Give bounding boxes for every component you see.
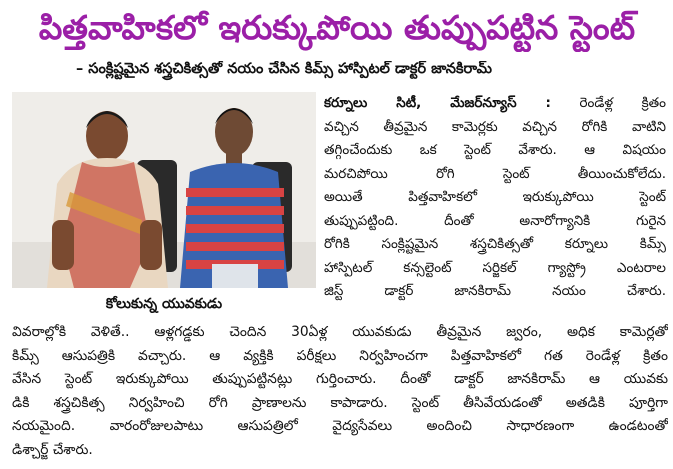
column-line: అయితే పిత్తవాహికలో ఇరుక్కుపోయి స్టెంట్ [324, 189, 666, 205]
article-first-line [324, 92, 666, 116]
column-line: మరచిపోయి రోగి స్టెంట్ తీయించుకోలేదు. [324, 165, 666, 182]
article-column [324, 92, 666, 304]
photo-illustration [12, 92, 316, 288]
column-line: తుప్పుపట్టింది. దీంతో అనారోగ్యానికి గురైన [324, 212, 666, 229]
column-line: తగ్గించేందుకు ఒక స్టెంట్ వేశారు. ఆ విషయం [324, 142, 666, 158]
body-line: డిశ్చార్జ్ చేశారు. [12, 441, 93, 458]
subheadline: – సంక్లిష్టమైన శస్త్రచికిత్సతో నయం చేసిన కిమ్స్ హాస్పిటల్ డాక్టర్ జానకిరామ్ [76, 61, 492, 77]
body-line: డికి శస్త్రచికిత్స నిర్వహించి రోగి ప్రాణాలను కాపాడారు. స్టెంట్ తీసివేయడంతో అతడికి పూర్తిగా [12, 394, 668, 411]
news-photo [12, 92, 316, 288]
column-line: జిస్ట్ డాక్టర్ జానకిరామ్ నయం చేశారు. [324, 283, 666, 299]
dateline: కర్నూలు సిటీ, మేజర్‌న్యూస్ : [324, 95, 551, 111]
body-line: నయమైంది. వారంరోజులపాటు ఆసుపత్రిలో వైద్యసేవలు అందించి సాధారణంగా ఉండటంతో [12, 418, 668, 434]
column-line: రోగికి సంక్లిష్టమైన శస్త్రచికిత్సతో కర్నూలు కిమ్స్ [324, 236, 666, 252]
photo-caption: కోలుకున్న యువకుడు [105, 296, 223, 312]
article-body [12, 321, 668, 462]
body-line: వివరాల్లోకి వెళితే.. ఆళ్లగడ్డకు చెందిన 30ఏళ్ల యువకుడు తీవ్రమైన జ్వరం, అధిక కామెర్లతో [12, 324, 668, 340]
body-line: వేసిన స్టెంట్ ఇరుక్కుపోయి తుప్పుపట్టినట్లు గుర్తించారు. దీంతో డాక్టర్ జానకిరామ్ ఆ యువకు [12, 371, 668, 387]
body-line: కిమ్స్ ఆసుపత్రికి వచ్చారు. ఆ వ్యక్తికి పరీక్షలు నిర్వహించగా పిత్తవాహికలో గత రెండేళ్ల క్రితం [12, 347, 668, 364]
headline: పిత్తవాహికలో ఇరుక్కుపోయి తుప్పుపట్టిన స్టెంట్ [38, 8, 636, 47]
column-line: వచ్చిన తీవ్రమైన కామెర్లకు వచ్చిన రోగికి వాటిని [324, 118, 666, 135]
column-line: రెండేళ్ల క్రితం [550, 95, 666, 111]
column-line: హాస్పిటల్ కన్సల్టెంట్ సర్జికల్ గ్యాస్ట్రో ఎంటరాల [324, 259, 666, 276]
